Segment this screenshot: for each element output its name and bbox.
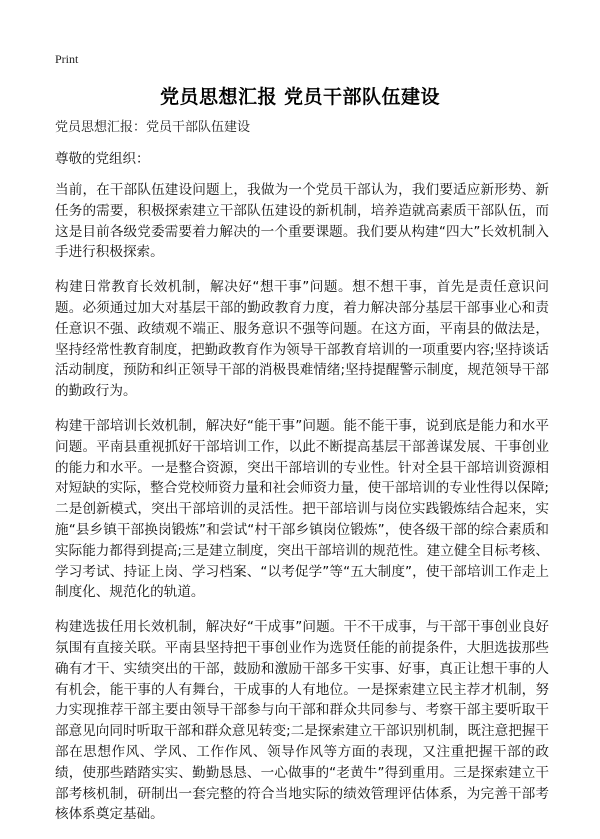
page-title: 党员思想汇报 党员干部队伍建设 xyxy=(159,86,441,108)
print-link[interactable]: Print xyxy=(55,52,79,66)
document-body xyxy=(55,118,549,839)
greeting: 尊敬的党组织： xyxy=(55,151,150,167)
paragraph-selection-mechanism: 构建选拔任用长效机制，解决好“干成事”问题。干不干成事，与干部干事创业良好氛围有直接关联。平南县坚持把干事创业作为选贤任能的前提条件，大胆选拔那些确有才干、实绩突出的干部，鼓励和激励干部多干实事、好事，真正让想干事的人有机会，能干事的人有舞台，干成事的人有地位。一是探索建立民主荐才机制，努力实现推荐干部主要由领导干部参与向干部和群众共同参与、考察干部主要听取干部意见向同时听取干部和群众意见转变;二是探索建立干部识别机制，既注意把握干部在思想作风、学风、工作作风、领导作风等方面的表现，又注重把握干部的政绩，使那些踏踏实实、勤勤恳恳、一心做事的“老黄牛”得到重用。三是探索建立干部考核机制，研制出一套完整的符合当地实际的绩效管理评估体系，为完善干部考核体系奠定基础。 xyxy=(55,619,549,823)
paragraph-training-mechanism: 构建干部培训长效机制，解决好“能干事”问题。能不能干事，说到底是能力和水平问题。平南县重视抓好干部培训工作，以此不断提高基层干部善谋发展、干事创业的能力和水平。一是整合资源，突出干部培训的专业性。针对全县干部培训资源相对短缺的实际，整合党校师资力量和社会师资力量，使干部培训的专业性得以保障;二是创新模式，突出干部培训的灵活性。把干部培训与岗位实践锻炼结合起来，实施“县乡镇干部换岗锻炼”和尝试“村干部乡镇岗位锻炼”，使各级干部的综合素质和实际能力都得到提高;三是建立制度，突出干部培训的规范性。建立健全目标考核、学习考试、持证上岗、学习档案、“以考促学”等“五大制度”，使干部培训工作走上制度化、规范化的轨道。 xyxy=(55,417,549,601)
document-subtitle: 党员思想汇报：党员干部队伍建设 xyxy=(55,120,251,135)
paragraph-intro: 当前，在干部队伍建设问题上，我做为一个党员干部认为，我们要适应新形势、新任务的需要，积极探索建立干部队伍建设的新机制，培养造就高素质干部队伍，而这是目前各级党委需要着力解决的一个重要课题。我们要从构建“四大”长效机制入手进行积极探索。 xyxy=(55,182,549,261)
paragraph-education-mechanism: 构建日常教育长效机制，解决好“想干事”问题。想不想干事，首先是责任意识问题。必须通过加大对基层干部的勤政教育力度，着力解决部分基层干部事业心和责任意识不强、政绩观不端正、服务意识不强等问题。在这方面，平南县的做法是，坚持经常性教育制度，把勤政教育作为领导干部教育培训的一项重要内容;坚持谈话活动制度，预防和纠正领导干部的消极畏难情绪;坚持提醒警示制度，规范领导干部的勤政行为。 xyxy=(55,279,549,400)
